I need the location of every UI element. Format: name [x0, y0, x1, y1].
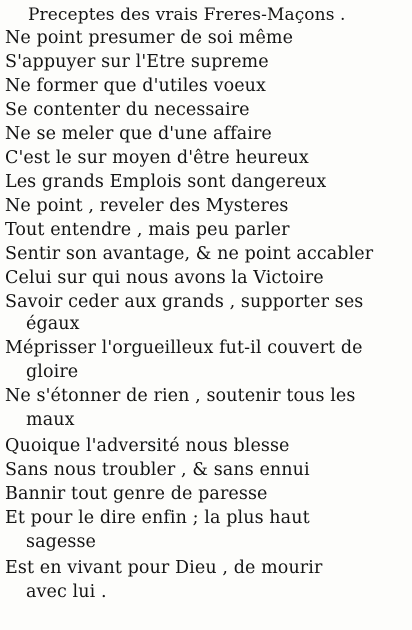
verse-line: Bannir tout genre de paresse [5, 484, 268, 504]
verse-line: Ne former que d'utiles voeux [5, 76, 267, 96]
verse-line-continuation: avec lui . [26, 582, 107, 602]
verse-line: Ne point presumer de soi même [5, 28, 294, 48]
verse-line: C'est le sur moyen d'être heureux [5, 148, 309, 168]
verse-line: S'appuyer sur l'Etre supreme [5, 52, 269, 72]
verse-line: Se contenter du necessaire [5, 100, 250, 120]
verse-line-continuation: maux [26, 410, 75, 430]
verse-line: Est en vivant pour Dieu , de mourir [5, 558, 323, 578]
verse-line: Méprisser l'orgueilleux fut-il couvert de [5, 338, 363, 358]
verse-line: Celui sur qui nous avons la Victoire [5, 268, 324, 288]
verse-line: Tout entendre , mais peu parler [5, 220, 290, 240]
verse-line: Sans nous troubler , & sans ennui [5, 460, 310, 480]
verse-line: Ne se meler que d'une affaire [5, 124, 272, 144]
verse-line: Sentir son avantage, & ne point accabler [5, 244, 374, 264]
verse-line-continuation: gloire [26, 362, 79, 382]
page-title: Preceptes des vrais Freres-Maçons . [28, 5, 346, 25]
verse-line: Et pour le dire enfin ; la plus haut [5, 508, 310, 528]
verse-line-continuation: sagesse [26, 532, 96, 552]
verse-line: Savoir ceder aux grands , supporter ses [5, 292, 364, 312]
verse-line: Quoique l'adversité nous blesse [5, 436, 290, 456]
verse-line-continuation: égaux [26, 314, 80, 334]
verse-line: Les grands Emplois sont dangereux [5, 172, 327, 192]
verse-line: Ne s'étonner de rien , soutenir tous les [5, 386, 356, 406]
verse-line: Ne point , reveler des Mysteres [5, 196, 289, 216]
